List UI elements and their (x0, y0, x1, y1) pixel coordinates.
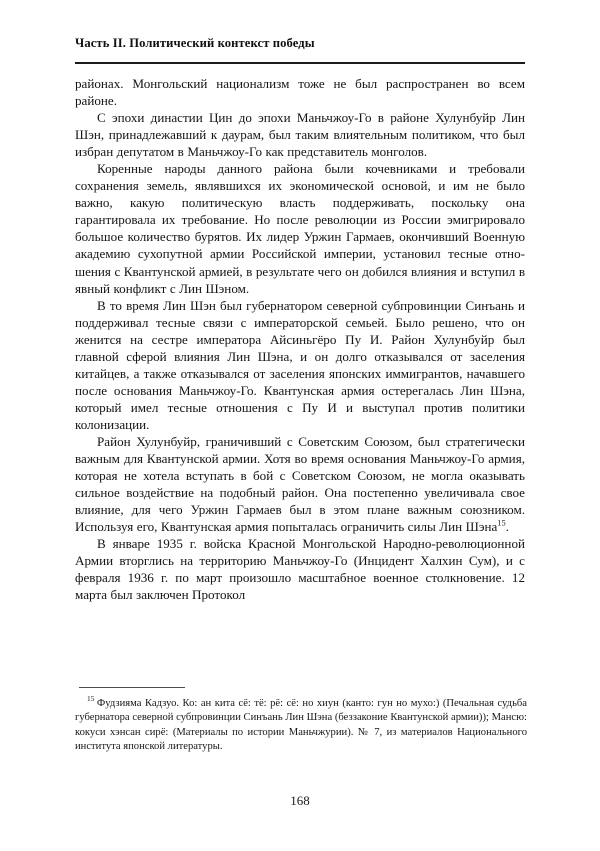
page-number: 168 (290, 793, 310, 808)
paragraph-text-tail: . (505, 519, 509, 535)
footnote-entry (75, 694, 527, 755)
paragraph: Коренные народы данного района были кочевниками и требовали сохранения земель, являвшихся их экономической основой, и им не было важно, какую политическую власть поддерживать, поскольку она гарантировала их требование. Но после революции из России эмигрировало большое количество бурятов. Их лидер Уржин Гармаев, окончивший Военную академию сухопутной армии Российской империи, установил тесные отношения с Квантунской армией, в результате чего он добился влияния и вступил в явный конфликт с Лин Шэном. (75, 161, 525, 296)
footnote-reference-marker[interactable]: 15 (497, 518, 506, 528)
footnote-body-text: Фудзияма Кадзуо. Ко: ан кита сё: тё: рё: сё: но хиун (канто: гун но мухо:) (Печальная судьба губернатора северной субпровинции Синъань Лин Шэна (беззаконие Квантунской армии)); Мансю: кокуси хэнсан сирё: (Материалы по истории Маньчжурии). № 7, из материалов Национального института японской литературы. (75, 698, 527, 753)
paragraph-with-footnote-ref (75, 433, 525, 535)
footnote-separator-rule (79, 687, 185, 688)
footnote-block (75, 694, 527, 755)
body-text-block (75, 75, 525, 603)
paragraph: В то время Лин Шэн был губернатором северной субпровинции Синъань и поддерживал тесные связи с императорской семьей. Было решено, что он женится на сестре императора Айсиньгёро Пу И. Район Хулунбуйр был главной сферой влияния Лин Шэна, и он долго отказывался от заселения китайцев, а также отказывался от заселения японских иммигрантов, начавшего после основания Маньчжоу-Го. Квантунская армия остерегалась Лин Шэна, который имел тесные отношения с Пу И и выступал против политики колонизации. (75, 297, 525, 432)
paragraph-text: Район Хулунбуйр, граничивший с Советским Союзом, был стратегически важным для Квантунской армии. Хотя во время основания Маньчжоу-Го армия, которая не хотела вступать в бой с Советском Союзом, не могла оказывать сильное воздействие на подобный район. Она постепенно увеличивала свое влияние, для чего Уржин Гармаев был в этом плане важным союзником. Используя его, Квантунская армия попыталась ограничить силы Лин Шэна (75, 433, 525, 535)
paragraph: С эпохи династии Цин до эпохи Маньчжоу-Го в районе Хулунбуйр Лин Шэн, принадлежавший к даурам, был таким влиятельным политиком, что был избран депутатом в Маньчжоу-Го как представитель монголов. (75, 110, 525, 160)
paragraph: В январе 1935 г. войска Красной Монгольской Народно-революционной Армии вторглись на территорию Маньчжоу-Го (Инцидент Халхин Сум), и с февраля 1936 г. по март произошло масштабное военное столкновение. 12 марта был заключен Протокол (75, 536, 525, 603)
footnote-number: 15 (87, 694, 95, 704)
running-head-title: Часть II. Политический контекст победы (75, 36, 315, 50)
running-head (75, 36, 525, 51)
running-head-rule (75, 62, 525, 64)
paragraph-continuation: районах. Монгольский национализм тоже не был распространен во всем районе. (75, 76, 525, 109)
